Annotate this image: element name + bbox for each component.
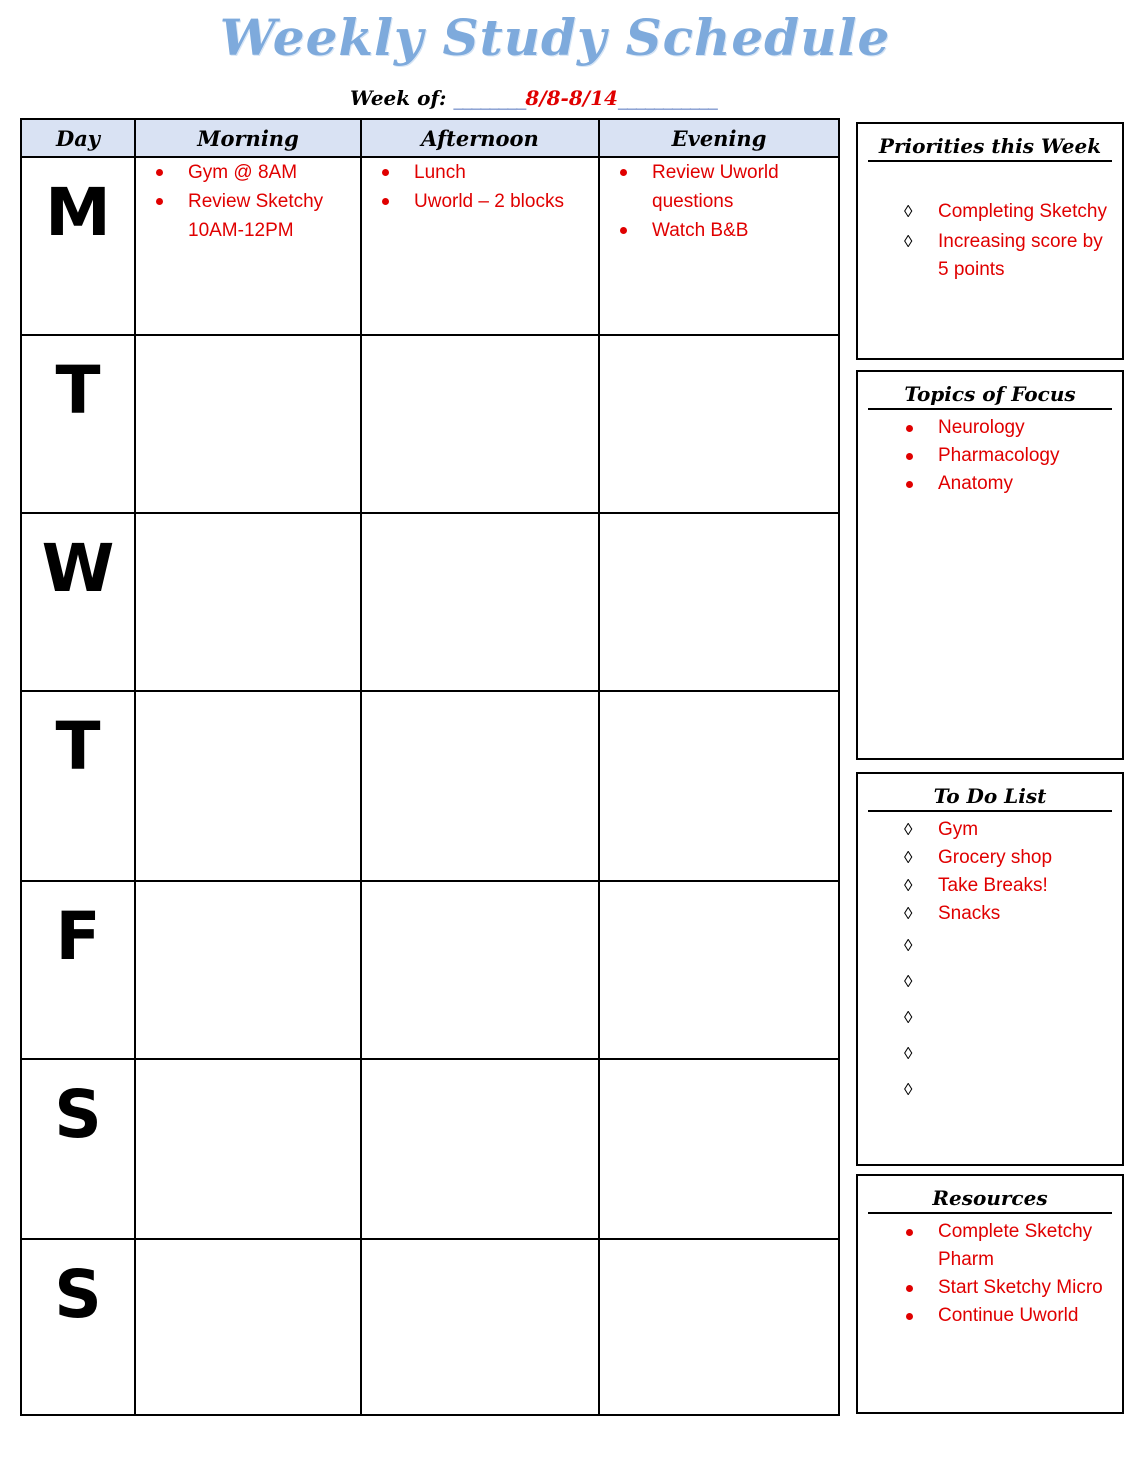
cell-afternoon[interactable] [361, 1059, 599, 1239]
todo-item[interactable]: ◊ Take Breaks! [858, 872, 1122, 900]
list-item: Review Sketchy 10AM-12PM [148, 187, 360, 245]
bullet-icon [906, 453, 913, 460]
bullet-icon [906, 425, 913, 432]
cell-evening[interactable] [599, 881, 839, 1059]
bullet-icon [906, 1313, 913, 1320]
morning-list [136, 158, 360, 245]
list-item: Uworld – 2 blocks [374, 187, 598, 216]
bullet-icon [906, 481, 913, 488]
todo-item-empty[interactable] [858, 1036, 1122, 1072]
week-of-label: Week of: [350, 86, 447, 110]
page-title: Weekly Study Schedule [219, 8, 891, 67]
header-day: Day [21, 119, 135, 157]
todo-item[interactable]: ◊ Snacks [858, 900, 1122, 928]
header-afternoon: Afternoon [361, 119, 599, 157]
schedule-row-monday [21, 157, 839, 335]
priorities-title: Priorities this Week [868, 124, 1112, 162]
diamond-icon: ◊ [904, 936, 913, 955]
schedule-row-sunday [21, 1239, 839, 1415]
list-item: Start Sketchy Micro [858, 1274, 1122, 1302]
todo-item-empty[interactable] [858, 928, 1122, 964]
list-item: Watch B&B [612, 216, 838, 245]
list-item: Pharmacology [858, 442, 1122, 470]
list-item: Continue Uworld [858, 1302, 1122, 1330]
todo-item-empty[interactable] [858, 964, 1122, 1000]
day-letter: M [21, 157, 135, 335]
resources-list [858, 1218, 1122, 1330]
week-of-value: 8/8-8/14 [525, 86, 618, 110]
cell-morning[interactable] [135, 513, 361, 691]
cell-evening[interactable] [599, 513, 839, 691]
todo-item-empty[interactable] [858, 1072, 1122, 1108]
day-letter: T [21, 691, 135, 881]
cell-morning[interactable] [135, 1059, 361, 1239]
topics-title: Topics of Focus [868, 372, 1112, 410]
cell-afternoon[interactable] [361, 513, 599, 691]
diamond-icon: ◊ [904, 820, 913, 839]
day-letter: T [21, 335, 135, 513]
afternoon-list [362, 158, 598, 216]
week-of-underscores-before: ________ [453, 86, 526, 110]
diamond-icon: ◊ [904, 876, 913, 895]
cell-afternoon[interactable] [361, 881, 599, 1059]
schedule-table [20, 118, 840, 1416]
topics-panel [856, 370, 1124, 760]
list-item: Complete Sketchy Pharm [858, 1218, 1122, 1274]
day-letter: F [21, 881, 135, 1059]
list-item: Review Uworld questions [612, 158, 838, 216]
schedule-header-row [21, 119, 839, 157]
cell-evening[interactable] [599, 157, 839, 335]
list-item: Neurology [858, 414, 1122, 442]
priorities-list [858, 198, 1122, 284]
list-item: Gym @ 8AM [148, 158, 360, 187]
topics-list [858, 414, 1122, 498]
cell-morning[interactable] [135, 691, 361, 881]
diamond-icon: ◊ [904, 848, 913, 867]
diamond-icon: ◊ [904, 904, 913, 923]
cell-evening[interactable] [599, 1239, 839, 1415]
cell-afternoon[interactable] [361, 157, 599, 335]
diamond-icon: ◊ [904, 972, 913, 991]
diamond-icon: ◊ [904, 1044, 913, 1063]
header-morning: Morning [135, 119, 361, 157]
resources-panel [856, 1174, 1124, 1414]
diamond-icon: ◊ [904, 232, 913, 251]
todo-list [858, 816, 1122, 1108]
bullet-icon [906, 1285, 913, 1292]
schedule-row-thursday [21, 691, 839, 881]
list-item: ◊ Completing Sketchy [858, 198, 1122, 226]
todo-item[interactable]: ◊ Grocery shop [858, 844, 1122, 872]
cell-morning[interactable] [135, 157, 361, 335]
list-item: ◊ Increasing score by 5 points [858, 228, 1122, 284]
cell-evening[interactable] [599, 1059, 839, 1239]
diamond-icon: ◊ [904, 202, 913, 221]
todo-panel [856, 772, 1124, 1166]
cell-morning[interactable] [135, 335, 361, 513]
day-letter: W [21, 513, 135, 691]
schedule-row-friday [21, 881, 839, 1059]
schedule-row-saturday [21, 1059, 839, 1239]
schedule-row-wednesday [21, 513, 839, 691]
day-letter: S [21, 1059, 135, 1239]
list-item: Lunch [374, 158, 598, 187]
cell-morning[interactable] [135, 881, 361, 1059]
todo-item[interactable]: ◊ Gym [858, 816, 1122, 844]
week-of-underscores-after: ___________ [617, 86, 717, 110]
schedule-row-tuesday [21, 335, 839, 513]
evening-list [600, 158, 838, 245]
week-of-line [350, 86, 717, 110]
cell-evening[interactable] [599, 335, 839, 513]
bullet-icon [906, 1229, 913, 1236]
todo-title: To Do List [868, 774, 1112, 812]
diamond-icon: ◊ [904, 1008, 913, 1027]
cell-afternoon[interactable] [361, 691, 599, 881]
resources-title: Resources [868, 1176, 1112, 1214]
header-evening: Evening [599, 119, 839, 157]
cell-morning[interactable] [135, 1239, 361, 1415]
todo-item-empty[interactable] [858, 1000, 1122, 1036]
list-item: Anatomy [858, 470, 1122, 498]
cell-evening[interactable] [599, 691, 839, 881]
cell-afternoon[interactable] [361, 1239, 599, 1415]
priorities-panel [856, 122, 1124, 360]
diamond-icon: ◊ [904, 1080, 913, 1099]
cell-afternoon[interactable] [361, 335, 599, 513]
day-letter: S [21, 1239, 135, 1415]
